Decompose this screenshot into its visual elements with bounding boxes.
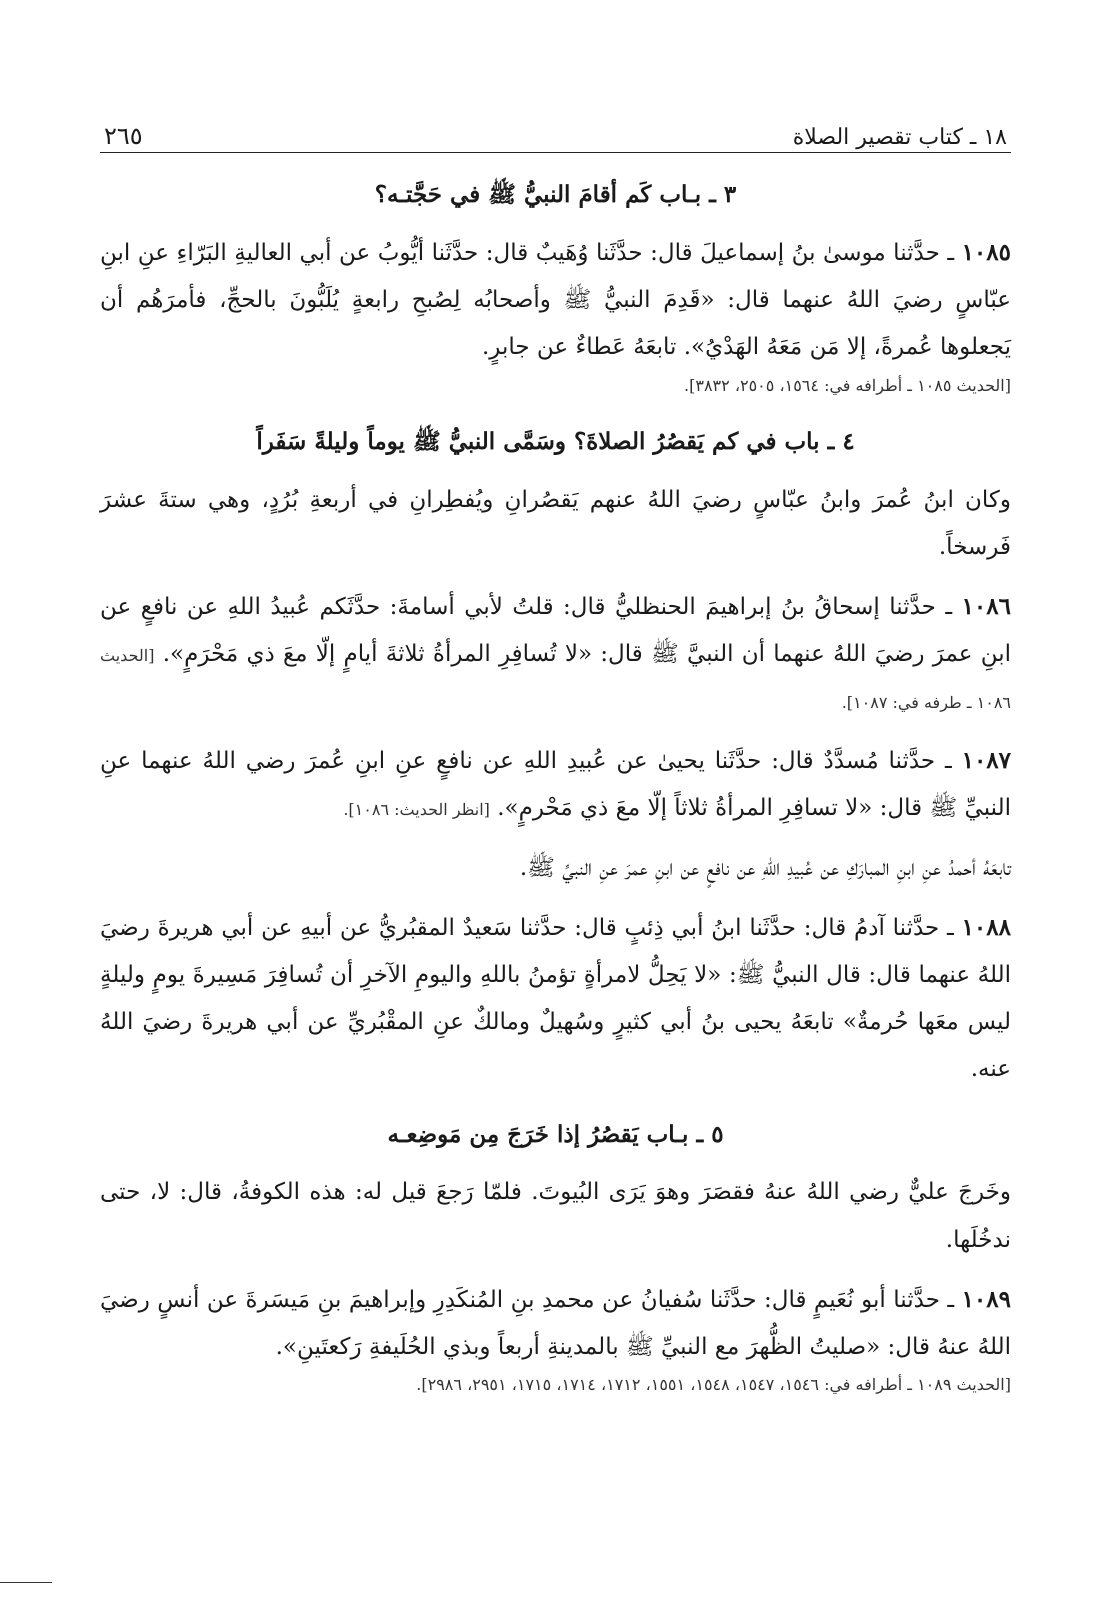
page-number: ٢٦٥ xyxy=(104,122,143,150)
footer-rule xyxy=(0,1582,52,1583)
hadith-1089 xyxy=(100,1276,1011,1400)
hadith-1087-reference: [انظر الحديث: ١٠٨٦]. xyxy=(343,800,490,820)
hadith-1087-text xyxy=(100,737,1011,832)
hadith-1085-reference: [الحديث ١٠٨٥ ـ أطرافه في: ١٥٦٤، ٢٥٠٥، ٣٨٣٢]. xyxy=(684,375,1011,395)
hadith-1089-reference: [الحديث ١٠٨٩ ـ أطرافه في: ١٥٤٦، ١٥٤٧، ١٥٤٨، ١٥٥١، ١٧١٢، ١٧١٤، ١٧١٥، ٢٩٥١، ٢٩٨٦]. xyxy=(416,1375,1011,1395)
section-4-intro xyxy=(100,477,1011,571)
hadith-1085 xyxy=(100,229,1011,400)
hadith-1086-number: ١٠٨٦ xyxy=(961,592,1011,620)
hadith-1088-number: ١٠٨٨ xyxy=(961,913,1011,941)
hadith-1088 xyxy=(100,904,1011,1094)
section-4-heading: ٤ ـ باب في كم يَقصُرُ الصلاةَ؟ وسَمَّى النبيُّ ﷺ يوماً وليلةً سَفَراً xyxy=(256,428,855,456)
hadith-1089-text xyxy=(100,1276,1011,1371)
hadith-1086-reference: [الحديث ١٠٨٦ ـ طرفه في: ١٠٨٧]. xyxy=(100,646,1011,713)
hadith-1086-text xyxy=(100,583,1011,725)
hadith-1088-body: ـ حدَّثنا آدمُ قال: حدَّثَنا ابنُ أبي ذِئبٍ قال: حدَّثنا سَعيدٌ المقبُريُّ عن أبيهِ عن أبي هريرةَ رضيَ اللهُ عنهما قال: قال النبيُّ ﷺ: «لا يَحِلُّ لامرأةٍ تؤمنُ باللهِ واليومِ الآخرِ أن تُسافِرَ مَسِيرةَ يومٍ وليلةٍ ليس معَها حُرمةٌ» تابعَهُ يحيى بنُ أبي كثيرٍ وسُهيلٌ ومالكٌ عنِ المقْبُريِّ عن أبي هريرةَ رضيَ اللهُ عنه. xyxy=(100,914,1011,1083)
hadith-1085-body: ـ حدَّثنا موسىٰ بنُ إسماعيلَ قال: حدَّثَنا وُهَيبٌ قال: حدَّثَنا أيُّوبُ عن أبي العاليةِ البَرّاءِ عنِ ابنِ عبّاسٍ رضيَ اللهُ عنهما قال: «قَدِمَ النبيُّ ﷺ وأصحابُه لِصُبحِ رابعةٍ يُلَبُّونَ بالحجِّ، فأمرَهُم أن يَجعلوها عُمرةً، إلا مَن مَعَهُ الهَدْيُ». تابعَهُ عَطاءٌ عن جابرٍ. xyxy=(100,240,1011,361)
hadith-1089-number: ١٠٨٩ xyxy=(961,1285,1011,1313)
hadith-1087-follow-text: تابعَهُ أحمدُ عنِ ابنِ المبارَكِ عن عُبيدِ اللهِ عن نافعٍ عن ابنِ عمرَ عنِ النبيِّ ﷺ. xyxy=(519,854,1011,881)
section-5-intro xyxy=(100,1169,1011,1263)
section-5-intro-text: وخَرجَ عليٌّ رضي اللهُ عنهُ فقصَرَ وهوَ يَرَى البُيوتَ. فلمّا رَجعَ قيل له: هذه الكوفةُ، قال: لا، حتى ندخُلَها. xyxy=(100,1179,1011,1253)
hadith-1088-text xyxy=(100,904,1011,1094)
section-4-intro-text: وكان ابنُ عُمرَ وابنُ عبّاسٍ رضيَ اللهُ عنهم يَقصُرانِ ويُفطِرانِ في أربعةِ بُرُدٍ، وهي ستةَ عشرَ فَرسخاً. xyxy=(100,486,1011,560)
hadith-1085-number: ١٠٨٥ xyxy=(961,239,1011,267)
hadith-1085-text xyxy=(100,229,1011,371)
hadith-1089-body: ـ حدَّثنا أبو نُعَيمٍ قال: حدَّثَنا سُفيانُ عن محمدِ بنِ المُنكَدِرِ وإبراهيمَ بنِ مَيسَرةَ عن أنسٍ رضيَ اللهُ عنهُ قال: «صليتُ الظُّهرَ مع النبيِّ ﷺ بالمدينةِ أربعاً وبذي الحُلَيفةِ رَكعتَينِ». xyxy=(100,1286,1011,1360)
section-3-heading: ٣ ـ بـاب كَم أقامَ النبيُّ ﷺ في حَجَّتـه؟ xyxy=(374,181,737,208)
hadith-1086 xyxy=(100,583,1011,725)
hadith-1087-body: ـ حدَّثنا مُسدَّدٌ قال: حدَّثَنا يحيىٰ عن عُبيدِ اللهِ عن نافعٍ عنِ ابنِ عُمرَ رضي اللهُ عنهما عنِ النبيِّ ﷺ قال: «لا تسافِرِ المرأةُ ثلاثاً إلّا معَ ذي مَحْرمٍ». xyxy=(100,748,1011,822)
page-header xyxy=(100,110,1011,153)
section-5-heading: ٥ ـ بـاب يَقصُرُ إذا خَرَجَ مِن مَوضِعـه xyxy=(387,1121,724,1149)
hadith-1087-follow xyxy=(100,845,1011,892)
hadith-1087-number: ١٠٨٧ xyxy=(961,747,1012,775)
chapter-title: ١٨ ـ كتاب تقصير الصلاة xyxy=(792,125,1007,150)
hadith-1087 xyxy=(100,737,1011,832)
hadith-1086-body: ـ حدَّثنا إسحاقُ بنُ إبراهيمَ الحنظليُّ قال: قلتُ لأبي أسامةَ: حدَّثَكم عُبيدُ اللهِ عن نافعٍ عن ابنِ عمرَ رضيَ اللهُ عنهما أن النبيَّ ﷺ قال: «لا تُسافِرِ المرأةُ ثلاثةَ أيامٍ إلّا معَ ذي مَحْرَمٍ». xyxy=(100,593,1012,668)
